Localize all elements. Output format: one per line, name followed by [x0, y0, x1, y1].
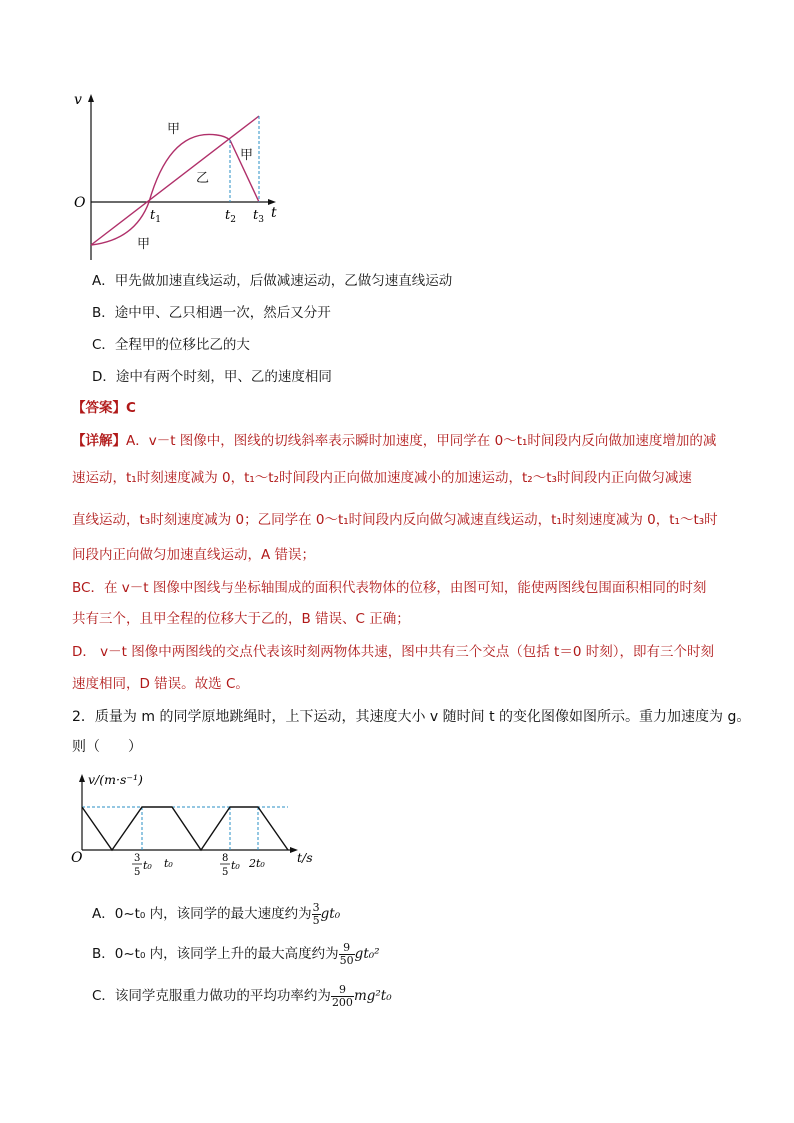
- graph2-vt-diagram: [60, 770, 330, 882]
- graph1-label-jia-top: 甲: [167, 122, 181, 137]
- q1-option-a: A．甲先做加速直线运动，后做减速运动，乙做匀速直线运动: [92, 273, 453, 289]
- graph1-t1-label: $t_1$: [150, 208, 161, 225]
- graph1-label-jia-bottom: 甲: [137, 237, 151, 252]
- graph2-tick3-den: 5: [222, 867, 229, 878]
- graph1-t-label: t: [271, 205, 277, 221]
- q2-option-b: B．0~t₀ 内，该同学上升的最大高度约为 $\frac{9}{50}$ gt₀²: [92, 940, 380, 967]
- explanation-line-1: 【详解】A．v－t 图像中，图线的切线斜率表示瞬时加速度，甲同学在 0～t₁时间段内反向做加速度增加的减: [72, 433, 717, 449]
- graph2-tick1-num: 3: [134, 853, 141, 864]
- graph2-v-arrow: [79, 774, 85, 782]
- question2-stem-line2: 则（ ）: [72, 739, 142, 755]
- explanation-line-4: 间段内正向做匀加速直线运动，A 错误；: [72, 547, 316, 563]
- graph1-v-label: v: [74, 92, 82, 108]
- explanation-line-2: 速运动，t₁时刻速度减为 0，t₁～t₂时间段内正向做加速度减小的加速运动，t₂～t₃时间段内正向做匀减速: [72, 470, 692, 486]
- graph1-origin-label: O: [74, 195, 86, 211]
- graph2-tick3-var: t₀: [231, 859, 240, 872]
- graph2-tick1-den: 5: [134, 867, 141, 878]
- explanation-line-3: 直线运动，t₃时刻速度减为 0；乙同学在 0～t₁时间段内反向做匀减速直线运动，t₁时刻速度减为 0，t₁～t₃时: [72, 512, 718, 528]
- answer-line: [72, 398, 136, 418]
- graph1-v-arrow: [88, 94, 94, 102]
- q2-option-c-fraction: $\frac{9}{200}$: [331, 982, 353, 1009]
- q1-option-d: D．途中有两个时刻，甲、乙的速度相同: [92, 369, 332, 385]
- graph2-origin-label: O: [71, 850, 83, 866]
- graph1-t3-label: $t_3$: [253, 208, 264, 225]
- q1-option-c: C．全程甲的位移比乙的大: [92, 337, 250, 353]
- graph2-velocity-line: [82, 807, 288, 850]
- q2-option-a-fraction: $\frac{3}{5}$: [312, 900, 320, 927]
- graph2-tick1-var: t₀: [143, 859, 152, 872]
- graph1-label-jia-right: 甲: [240, 148, 254, 163]
- question2-stem-line1: 2．质量为 m 的同学原地跳绳时，上下运动，其速度大小 v 随时间 t 的变化图像如图所示。重力加速度为 g。: [72, 709, 751, 725]
- graph1-t2-label: $t_2$: [225, 208, 236, 225]
- explanation-line-5: BC．在 v－t 图像中图线与坐标轴围成的面积代表物体的位移，由图可知，能使两图线包围面积相同的时刻: [72, 580, 707, 596]
- explanation-line-7: D． v－t 图像中两图线的交点代表该时刻两物体共速，图中共有三个交点（包括 t＝0 时刻），即有三个时刻: [72, 644, 714, 660]
- explanation-label: 【详解】: [72, 433, 126, 449]
- explanation-line-8: 速度相同，D 错误。故选 C。: [72, 676, 249, 692]
- graph2-tick2: t₀: [164, 857, 173, 870]
- explanation-line-6: 共有三个，且甲全程的位移大于乙的，B 错误、C 正确；: [72, 611, 410, 627]
- graph2-t-label: t/s: [297, 850, 313, 865]
- graph2-tick4: 2t₀: [249, 857, 265, 870]
- graph1-vt-diagram: [60, 88, 300, 263]
- graph2-v-label: v/(m·s⁻¹): [88, 772, 143, 787]
- graph1-label-yi: 乙: [196, 171, 210, 186]
- q2-option-b-fraction: $\frac{9}{50}$: [339, 940, 354, 967]
- q2-option-a: A．0~t₀ 内，该同学的最大速度约为 $\frac{3}{5}$ gt₀: [92, 900, 341, 927]
- answer-label: 【答案】: [72, 400, 126, 416]
- graph2-tick3-num: 8: [222, 853, 229, 864]
- q1-option-b: B．途中甲、乙只相遇一次，然后又分开: [92, 305, 331, 321]
- q2-option-c: C．该同学克服重力做功的平均功率约为 $\frac{9}{200}$ mg²t₀: [92, 982, 392, 1009]
- answer-value: C: [126, 400, 136, 416]
